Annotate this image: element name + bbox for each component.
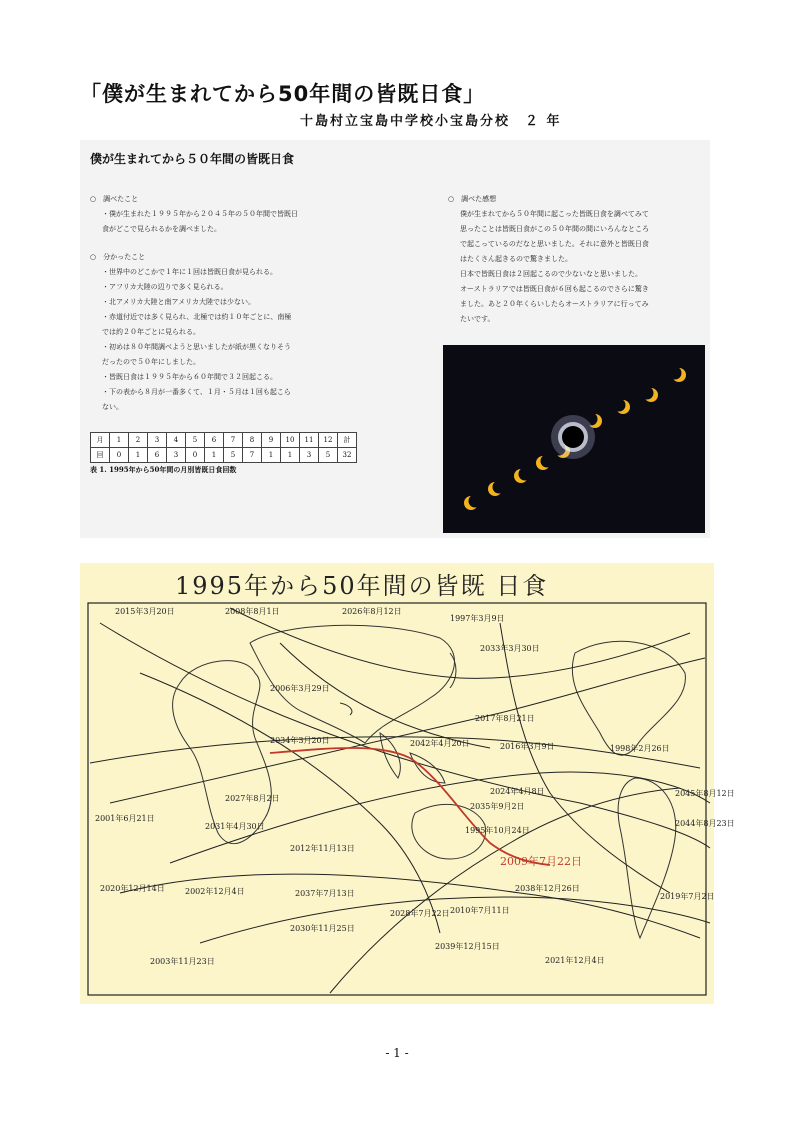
table-header-cell: 月: [91, 433, 110, 448]
moon-disc: [613, 399, 626, 412]
impressions-line: はたくさん起きるので驚きました。: [460, 255, 572, 263]
impressions-line: 僕が生まれてから５０年間に起こった皆既日食を調べてみて: [460, 210, 649, 218]
table-count-cell: 回: [91, 448, 110, 463]
eclipse-world-map: [80, 563, 735, 1004]
moon-disc: [519, 468, 532, 481]
moon-disc: [469, 495, 482, 508]
eclipse-date-label: 2015年3月20日: [115, 607, 175, 616]
table-header-cell: 4: [167, 433, 186, 448]
findings-line: ・世界中のどこかで１年に１回は皆既日食が見られる。: [102, 268, 277, 276]
research-poster: [80, 140, 710, 538]
eclipse-date-label: 2027年8月2日: [225, 794, 280, 803]
moon-disc: [541, 455, 554, 468]
table-header-cell: 12: [319, 433, 338, 448]
eclipse-date-label: 2009年7月22日: [500, 855, 582, 868]
eclipse-date-label: 2035年9月2日: [470, 802, 525, 811]
school-subtitle: 十島村立宝島中学校小宝島分校 ２ 年: [300, 114, 562, 129]
table-header-cell: 計: [338, 433, 357, 448]
eclipse-date-label: 2016年3月9日: [500, 742, 555, 751]
eclipse-date-label: 2006年3月29日: [270, 684, 330, 693]
eclipse-date-label: 2001年6月21日: [95, 814, 155, 823]
findings-line: ・北アメリカ大陸と南アメリカ大陸では少ない。: [102, 298, 256, 306]
eclipse-date-label: 2044年8月23日: [675, 819, 735, 828]
eclipse-date-label: 2003年11月23日: [150, 957, 215, 966]
page-number: - 1 -: [385, 1046, 409, 1060]
table-count-cell: 7: [243, 448, 262, 463]
eclipse-date-label: 1997年3月9日: [450, 614, 505, 623]
table-count-cell: 0: [110, 448, 129, 463]
impressions-line: ました。あと２０年くらいしたらオーストラリアに行ってみ: [460, 300, 649, 308]
table-count-cell: 1: [129, 448, 148, 463]
table-count-cell: 5: [224, 448, 243, 463]
table-caption: 表 1. 1995年から50年間の月別皆既日食回数: [90, 465, 237, 474]
table-header-cell: 1: [110, 433, 129, 448]
moon-disc: [669, 367, 682, 380]
table-count-cell: 6: [148, 448, 167, 463]
eclipse-date-label: 2031年4月30日: [205, 822, 265, 831]
findings-line: ない。: [102, 403, 123, 411]
eclipse-date-label: 2038年12月26日: [515, 884, 580, 893]
table-count-cell: 32: [338, 448, 357, 463]
eclipse-date-label: 2024年4月8日: [490, 787, 545, 796]
findings-line: ・下の表から８月が一番多くて、１月・５月は１回も起こら: [102, 388, 291, 396]
table-count-cell: 1: [281, 448, 300, 463]
eclipse-sequence-graphic: [443, 345, 705, 533]
eclipse-date-label: 2019年7月2日: [660, 892, 715, 901]
poster-title: 僕が生まれてから５０年間の皆既日食: [90, 152, 295, 166]
eclipse-date-label: 1995年10月24日: [465, 826, 530, 835]
findings-line: では約２０年ごとに見られる。: [102, 328, 200, 336]
eclipse-date-label: 2034年3月20日: [270, 736, 330, 745]
table-count-cell: 0: [186, 448, 205, 463]
findings-line: ・アフリカ大陸の辺りで多く見られる。: [102, 283, 228, 291]
table-count-cell: 1: [262, 448, 281, 463]
table-count-cell: 1: [205, 448, 224, 463]
eclipse-date-label: 2020年12月14日: [100, 884, 165, 893]
findings-section: [90, 250, 390, 415]
impressions-line: オーストラリアでは皆既日食が６回も起こるのでさらに驚き: [460, 285, 649, 293]
eclipse-date-label: 2037年7月13日: [295, 889, 355, 898]
monthly-eclipse-table: [90, 432, 357, 463]
findings-line: ・初めは８０年間調べようと思いましたが紙が黒くなりそう: [102, 343, 291, 351]
table-header-cell: 5: [186, 433, 205, 448]
table-header-cell: 7: [224, 433, 243, 448]
eclipse-date-label: 2008年8月1日: [225, 607, 280, 616]
eclipse-date-label: 2026年8月12日: [342, 607, 402, 616]
impressions-line: 日本で皆既日食は２回起こるので少ないなと思いました。: [460, 270, 642, 278]
moon-disc: [493, 481, 506, 494]
findings-line: だったので５０年にしました。: [102, 358, 200, 366]
eclipse-date-label: 2030年11月25日: [290, 924, 355, 933]
findings-line: ・皆既日食は１９９５年から６０年間で３２回起こる。: [102, 373, 277, 381]
table-header-cell: 11: [300, 433, 319, 448]
table-header-cell: 9: [262, 433, 281, 448]
table-count-cell: 3: [167, 448, 186, 463]
impressions-line: で起こっているのだなと思いました。それに意外と皆既日食: [460, 240, 649, 248]
eclipse-date-label: 1998年2月26日: [610, 744, 670, 753]
impressions-line: 思ったことは皆既日食がこの５０年間の間にいろんなところ: [460, 225, 649, 233]
methods-section: [90, 192, 390, 237]
table-count-cell: 3: [300, 448, 319, 463]
table-header-cell: 6: [205, 433, 224, 448]
table-header-cell: 8: [243, 433, 262, 448]
eclipse-date-label: 2021年12月4日: [545, 956, 605, 965]
findings-heading: ○ 分かったこと: [90, 253, 146, 261]
page-title: 「僕が生まれてから50年間の皆既日食」: [80, 82, 486, 106]
impressions-section: [448, 192, 708, 327]
findings-line: ・赤道付近では多く見られ、北極では約１０年ごとに、南極: [102, 313, 292, 321]
table-header-cell: 10: [281, 433, 300, 448]
eclipse-date-label: 2033年3月30日: [480, 644, 540, 653]
methods-line: 食がどこで見られるかを調べました。: [102, 225, 221, 233]
eclipse-date-label: 2002年12月4日: [185, 887, 245, 896]
table-header-cell: 2: [129, 433, 148, 448]
eclipse-date-label: 2028年7月22日: [390, 909, 450, 918]
world-map-graphic: [80, 563, 714, 1004]
impressions-line: たいです。: [460, 315, 495, 323]
methods-heading: ○ 調べたこと: [90, 195, 139, 203]
eclipse-date-label: 2045年8月12日: [675, 789, 735, 798]
eclipse-date-label: 2017年8月21日: [475, 714, 535, 723]
eclipse-date-label: 2010年7月11日: [450, 906, 510, 915]
map-title: 1995年から50年間の皆既 日食: [175, 572, 549, 600]
eclipse-sequence-photo: [443, 345, 705, 533]
eclipse-date-label: 2039年12月15日: [435, 942, 500, 951]
eclipse-date-label: 2042年4月20日: [410, 739, 470, 748]
moon-disc: [641, 387, 654, 400]
methods-line: ・僕が生まれた１９９５年から２０４５年の５０年間で皆既日: [102, 210, 298, 218]
table-header-cell: 3: [148, 433, 167, 448]
table-count-cell: 5: [319, 448, 338, 463]
eclipse-date-label: 2012年11月13日: [290, 844, 355, 853]
impressions-heading: ○ 調べた感想: [448, 195, 497, 203]
